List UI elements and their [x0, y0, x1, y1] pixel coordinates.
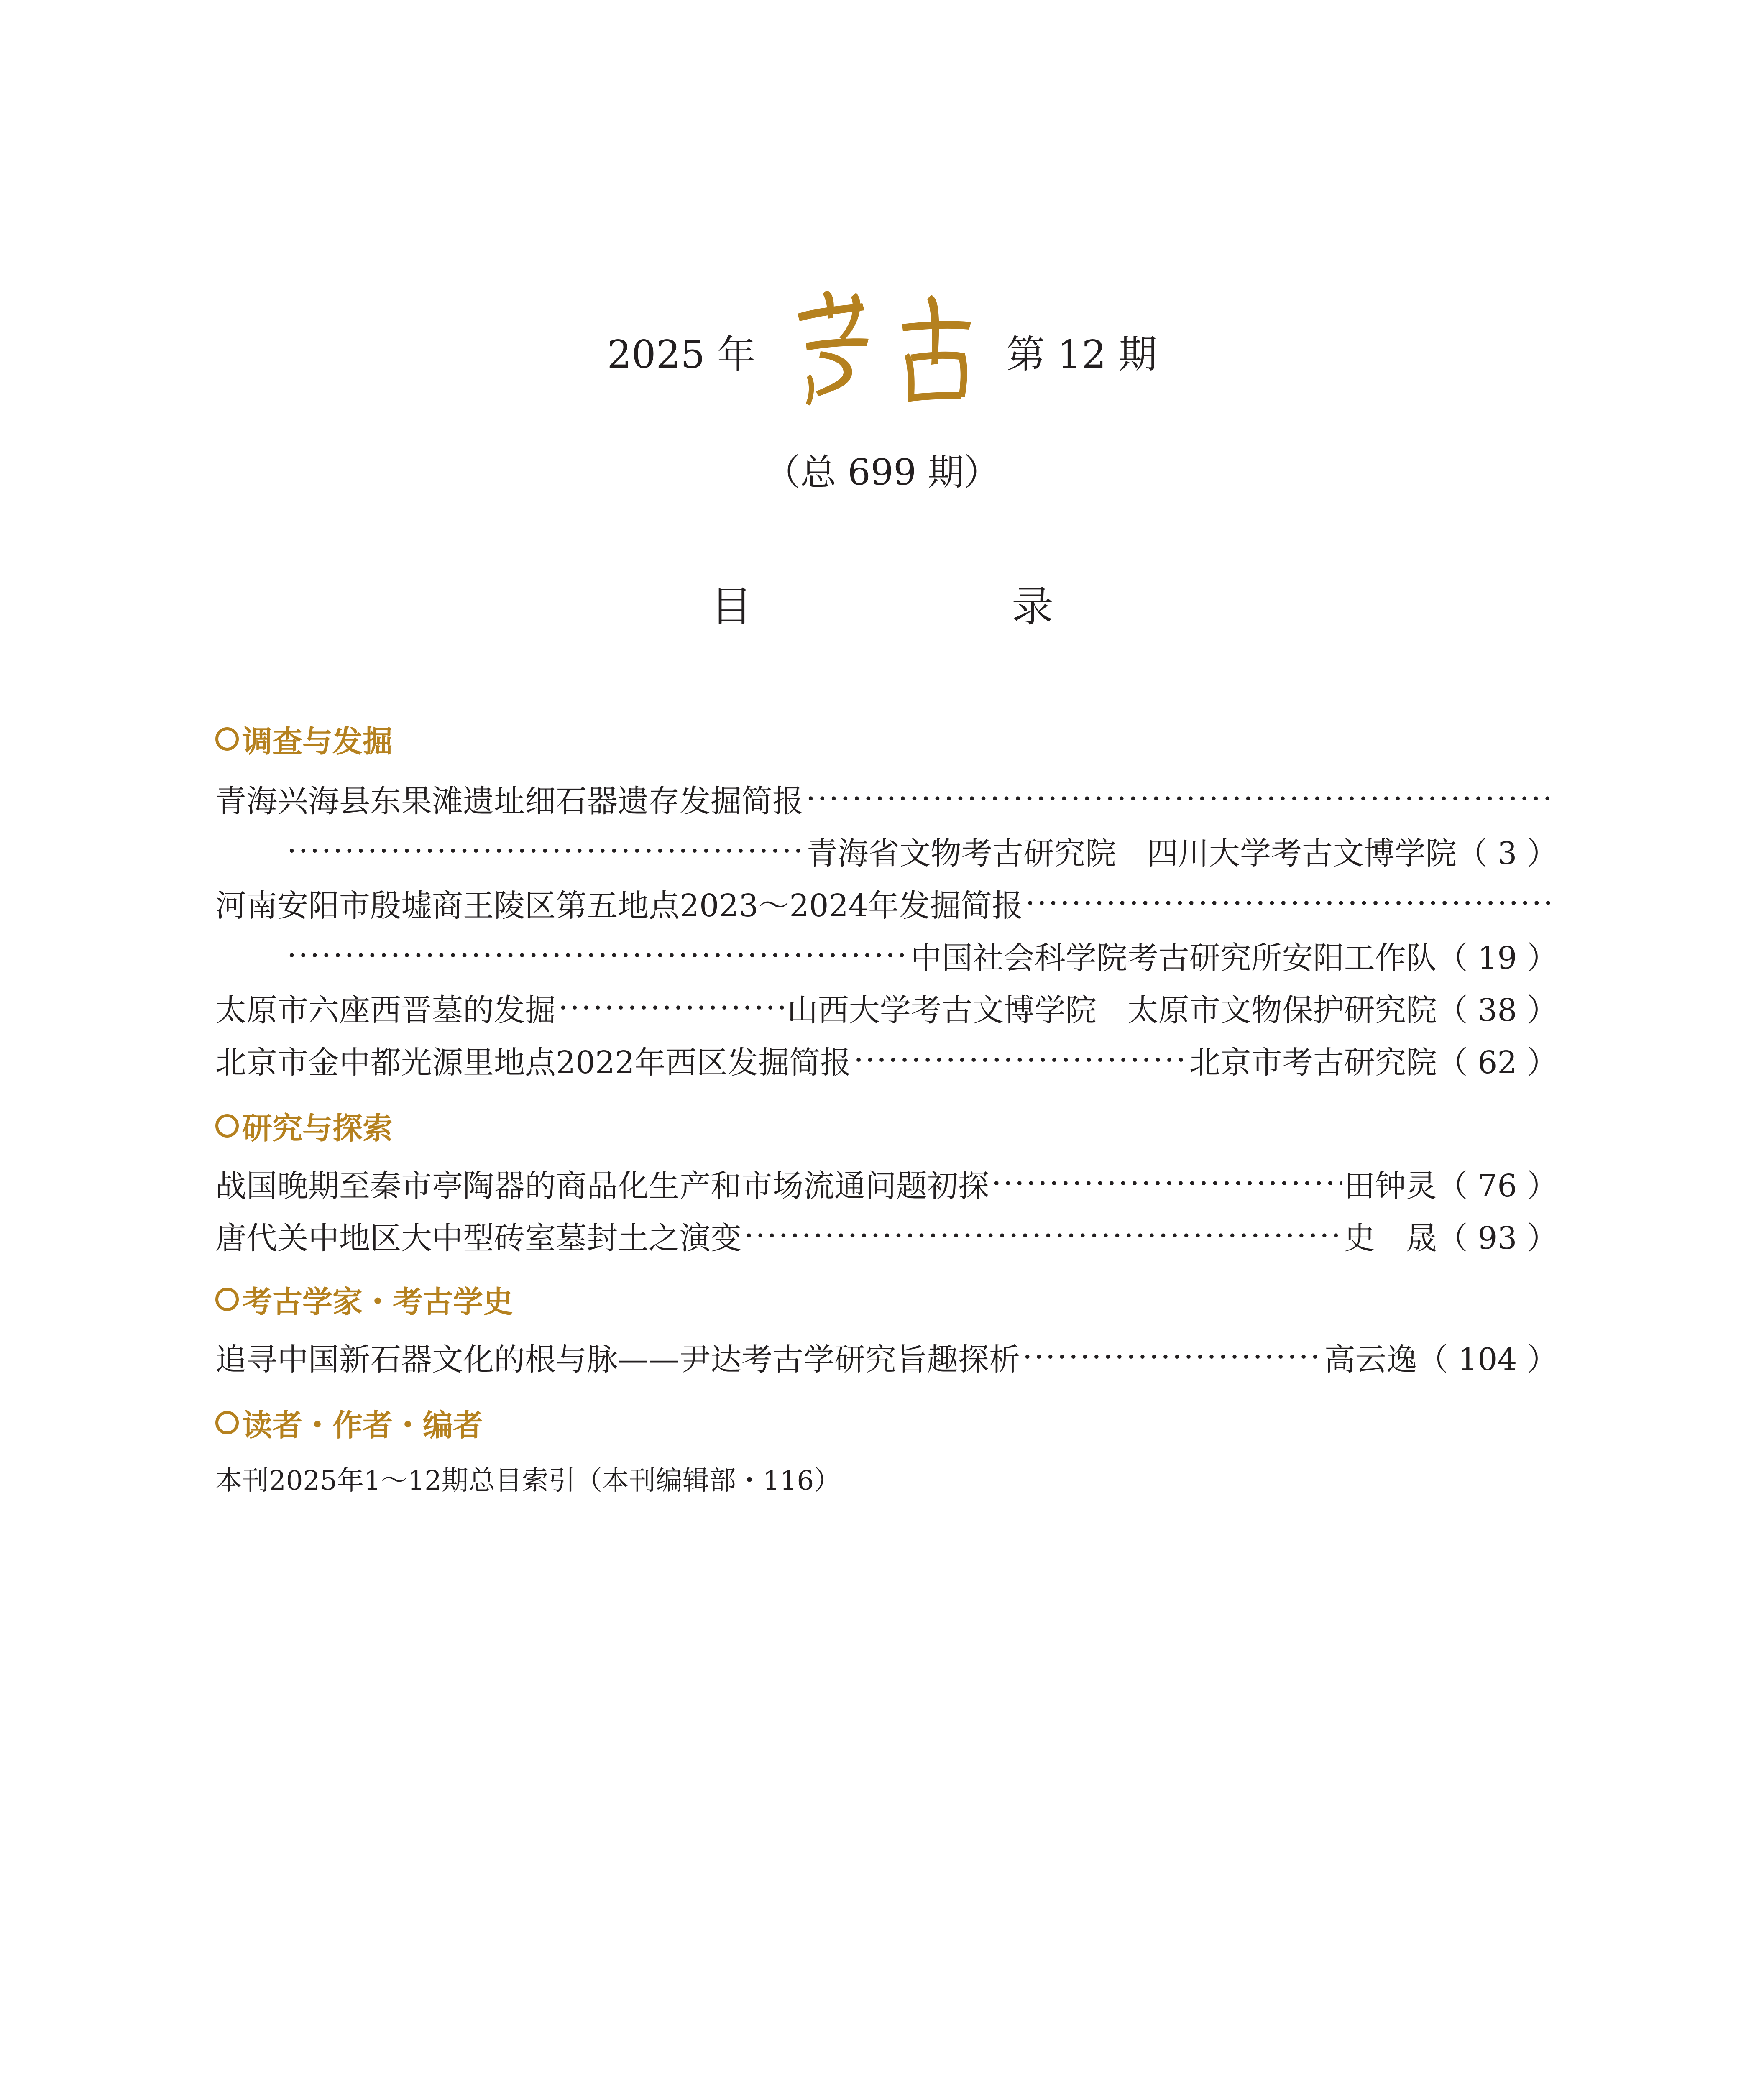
- issue-year: 2025 年: [607, 332, 756, 377]
- journal-logo: [781, 284, 977, 410]
- dot-leader: [287, 833, 804, 869]
- entry-authors: 北京市考古研究院: [1189, 1045, 1437, 1081]
- section-heading: 调查与发掘: [215, 717, 393, 761]
- entry-page: （ 76 ）: [1437, 1168, 1558, 1204]
- circle-bullet-icon: [215, 1411, 239, 1434]
- dot-leader: [854, 1042, 1186, 1078]
- entry-title: 河南安阳市殷墟商王陵区第五地点2023～2024年发掘简报: [215, 888, 1023, 924]
- masthead: [0, 289, 1764, 414]
- toc-entry[interactable]: [215, 1161, 1558, 1207]
- entry-authors: 高云逸: [1324, 1342, 1417, 1378]
- toc-entry[interactable]: [215, 1213, 1558, 1259]
- toc-entry-byline[interactable]: [284, 933, 1558, 979]
- total-issue: （总 699 期）: [764, 452, 1000, 493]
- dot-leader: [558, 990, 785, 1026]
- entry-page: （ 104 ）: [1417, 1342, 1558, 1378]
- entry-authors: 田钟灵: [1344, 1168, 1437, 1204]
- toc-entry-title[interactable]: [215, 880, 1558, 926]
- issue-number: 第 12 期: [1006, 332, 1157, 377]
- entry-authors: 史 晟: [1344, 1220, 1437, 1256]
- toc-entry[interactable]: [215, 1455, 1558, 1501]
- entry-authors: 中国社会科学院考古研究所安阳工作队: [910, 940, 1437, 976]
- dot-leader: [1023, 1339, 1322, 1375]
- section-heading: 研究与探索: [215, 1104, 393, 1148]
- dot-leader: [806, 781, 1555, 817]
- entry-title: 太原市六座西晋墓的发掘: [215, 992, 556, 1028]
- section-heading: 考古学家・考古学史: [215, 1278, 513, 1321]
- entry-page: （ 62 ）: [1437, 1045, 1558, 1081]
- entry-page: （ 19 ）: [1437, 940, 1558, 976]
- entry-page: （ 38 ）: [1437, 992, 1558, 1028]
- toc-entry[interactable]: [215, 985, 1558, 1031]
- toc-entry[interactable]: [215, 1334, 1558, 1380]
- dot-leader: [744, 1218, 1342, 1254]
- dot-leader: [1025, 885, 1555, 921]
- section-heading: 读者・作者・编者: [215, 1401, 483, 1444]
- toc-entry-byline[interactable]: [284, 828, 1558, 874]
- entry-title: 追寻中国新石器文化的根与脉——尹达考古学研究旨趣探析: [215, 1342, 1020, 1378]
- circle-bullet-icon: [215, 1114, 239, 1138]
- entry-title: 本刊2025年1～12期总目索引（本刊编辑部・116）: [215, 1465, 841, 1496]
- entry-title: 北京市金中都光源里地点2022年西区发掘简报: [215, 1045, 851, 1081]
- toc-entry[interactable]: [215, 1037, 1558, 1083]
- dot-leader: [992, 1166, 1342, 1201]
- circle-bullet-icon: [215, 1288, 239, 1311]
- entry-authors: 山西大学考古文博学院 太原市文物保护研究院: [787, 992, 1437, 1028]
- dot-leader: [287, 938, 908, 974]
- circle-bullet-icon: [215, 727, 239, 751]
- toc-title: 目 录: [711, 582, 1162, 631]
- entry-title: 战国晚期至秦市亭陶器的商品化生产和市场流通问题初探: [215, 1168, 989, 1204]
- entry-title: 唐代关中地区大中型砖室墓封土之演变: [215, 1220, 741, 1256]
- entry-page: （ 3 ）: [1456, 836, 1558, 872]
- toc-entry-title[interactable]: [215, 776, 1558, 822]
- entry-authors: 青海省文物考古研究院 四川大学考古文博学院: [806, 836, 1457, 872]
- entry-page: （ 93 ）: [1437, 1220, 1558, 1256]
- entry-title: 青海兴海县东果滩遗址细石器遗存发掘简报: [215, 783, 803, 819]
